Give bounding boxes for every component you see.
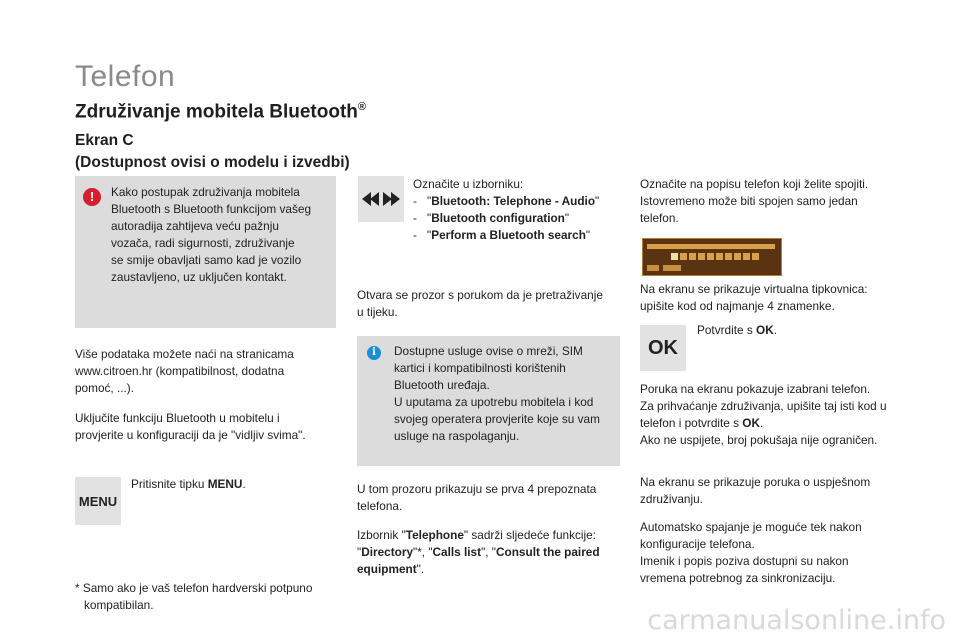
first-four-phones-text: U tom prozoru prikazuju se prva 4 prepoznata telefona. xyxy=(357,482,597,513)
warning-icon: ! xyxy=(83,188,101,206)
footnote: * Samo ako je vaš telefon hardverski potpuno kompatibilan. xyxy=(75,581,313,612)
subsection-heading: Ekran C (Dostupnost ovisi o modelu i izvedbi) xyxy=(75,132,350,171)
pairing-message-text: Poruka na ekranu pokazuje izabrani telefon. Za prihvaćanje združivanja, upišite taj isti kod u telefon i potvrdite s OK. Ako ne uspijete, broj pokušaja nije ograničen. xyxy=(640,382,887,447)
enable-bluetooth-text: Uključite funkciju Bluetooth u mobitelu i provjerite u konfiguraciji da je "vidljiv svima". xyxy=(75,411,306,442)
code-entry-bar xyxy=(647,244,775,249)
search-window-text: Otvara se prozor s porukom da je pretraživanje u tijeku. xyxy=(357,288,603,319)
info-text: Dostupne usluge ovise o mreži, SIM kartici i kompatibilnosti korištenih Bluetooth uređaja. U uputama za upotrebu mobitela i kod svojeg operatera provjerite koje su vam usluge na raspolaganju. xyxy=(394,344,600,443)
warning-text: Kako postupak združivanja mobitela Bluetooth s Bluetooth funkcijom vašeg autoradija zahtijeva veću pažnju vozača, radi sigurnosti, združivanje se smije obavljati samo kad je vozilo zaustavljeno, uz uključen kontakt. xyxy=(111,185,312,284)
screen-buttons xyxy=(647,265,681,271)
page-title: Telefon xyxy=(75,60,176,93)
ok-key-icon: OK xyxy=(640,325,686,371)
menu-item-perform-bluetooth-search: - "Perform a Bluetooth search" xyxy=(413,227,628,244)
keyboard-digits xyxy=(671,253,759,260)
menu-item-bluetooth-configuration: - "Bluetooth configuration" xyxy=(413,210,628,227)
menu-selection: Označite u izborniku: - "Bluetooth: Telephone - Audio" - "Bluetooth configuration" - "Perform a Bluetooth search" xyxy=(413,176,628,244)
select-phone-text: Označite na popisu telefon koji želite spojiti. Istovremeno može biti spojen samo jedan telefon. xyxy=(640,177,869,225)
auto-connect-text: Automatsko spajanje je moguće tek nakon konfiguracije telefona. Imenik i popis poziva dostupni su nakon vremena potrebnog za sinkronizaciju. xyxy=(640,520,862,585)
section-heading: Združivanje mobitela Bluetooth® xyxy=(75,101,367,123)
pairing-success-text: Na ekranu se prikazuje poruka o uspješnom združivanju. xyxy=(640,475,871,506)
confirm-ok-text: Potvrdite s OK. xyxy=(697,323,777,337)
watermark: carmanualsonline.info xyxy=(647,605,946,636)
virtual-keyboard-text: Na ekranu se prikazuje virtualna tipkovnica: upišite kod od najmanje 4 znamenke. xyxy=(640,282,868,313)
info-icon: i xyxy=(367,346,381,360)
menu-key-icon: MENU xyxy=(75,477,121,525)
press-menu-text: Pritisnite tipku MENU. xyxy=(131,477,246,491)
menu-item-bluetooth-telephone-audio: - "Bluetooth: Telephone - Audio" xyxy=(413,193,628,210)
telephone-menu-text: Izbornik "Telephone" sadrži sljedeće funkcije: "Directory"*, "Calls list", "Consult the paired equipment". xyxy=(357,528,600,576)
seek-arrows-icon xyxy=(358,176,404,222)
virtual-keyboard-screen xyxy=(642,238,782,276)
more-info-text: Više podataka možete naći na stranicama www.citroen.hr (kompatibilnost, dodatna pomoć, ...). xyxy=(75,347,294,395)
